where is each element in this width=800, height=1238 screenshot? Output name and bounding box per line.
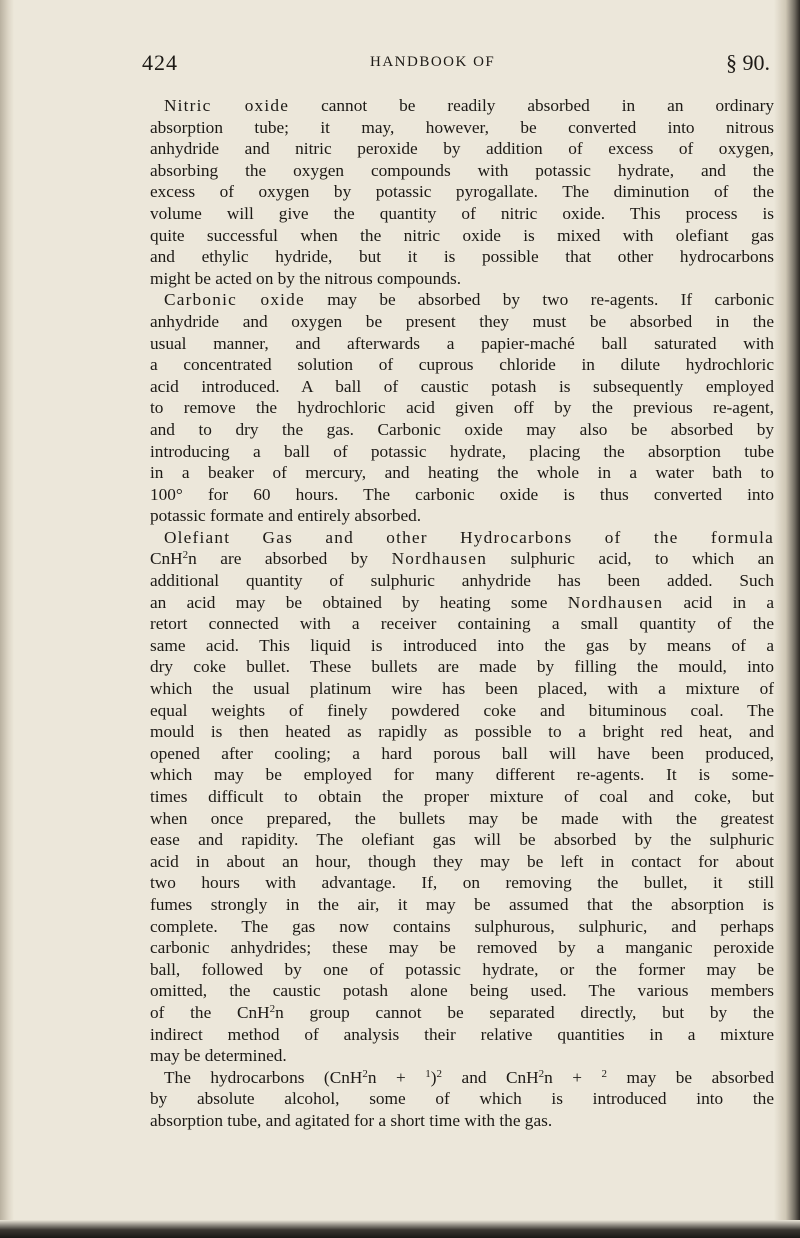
page-header	[142, 50, 778, 86]
text-run: Nordhausen	[567, 592, 664, 612]
text-line	[150, 268, 774, 290]
text-line	[150, 203, 774, 225]
superscript: 1	[425, 1067, 431, 1080]
text-run: may be determined.	[150, 1046, 287, 1066]
page-bottom-edge-shadow	[0, 1220, 800, 1238]
page-number: 424	[142, 50, 178, 75]
superscript: 2	[362, 1067, 368, 1080]
text-run: equal weights of finely powdered coke and bituminous coal. The	[150, 700, 774, 720]
text-line	[150, 1088, 774, 1110]
text-line	[150, 678, 774, 700]
text-run: Carbonic oxide	[164, 290, 305, 310]
text-run: acid in about an hour, though they may be left in contact for about	[150, 851, 774, 871]
text-line	[150, 289, 774, 311]
text-run: dry coke bullet. These bullets are made by filling the mould, into	[150, 657, 774, 677]
text-run: and CnH	[442, 1067, 539, 1087]
text-run: sulphuric acid, to which an	[487, 549, 774, 569]
text-line	[150, 181, 774, 203]
text-line	[150, 656, 774, 678]
text-run: same acid. This liquid is introduced into the gas by means of a	[150, 635, 774, 655]
text-run: might be acted on by the nitrous compounds.	[150, 268, 462, 288]
text-run: 100° for 60 hours. The carbonic oxide is thus converted into	[150, 484, 774, 504]
text-run: Olefiant Gas and other Hydrocarbons of the formula	[164, 527, 774, 547]
text-line	[150, 484, 774, 506]
text-run: to remove the hydrochloric acid given off by the previous re-agent,	[150, 398, 774, 418]
text-run: and to dry the gas. Carbonic oxide may also be absorbed by	[150, 419, 774, 439]
superscript: 2	[182, 549, 189, 562]
text-line	[150, 743, 774, 765]
text-line	[150, 570, 774, 592]
page-left-edge-shadow	[0, 0, 14, 1238]
text-run: absorbing the oxygen compounds with potassic hydrate, and the	[150, 160, 774, 180]
running-title: HANDBOOK OF	[370, 54, 496, 70]
text-line	[150, 333, 774, 355]
text-run: may be absorbed	[607, 1067, 774, 1087]
text-line	[150, 613, 774, 635]
text-line	[150, 1045, 774, 1067]
text-line	[150, 700, 774, 722]
text-run: fumes strongly in the air, it may be assumed that the absorption is	[150, 894, 774, 914]
superscript: 2	[436, 1067, 443, 1080]
superscript: 2	[538, 1067, 545, 1080]
text-run: anhydride and oxygen be present they must be absorbed in the	[150, 311, 774, 331]
text-run: CnH	[150, 549, 183, 569]
text-run: which may be employed for many different re-agents. It is some-	[150, 765, 774, 785]
text-run: omitted, the caustic potash alone being used. The various members	[150, 981, 774, 1001]
text-run: anhydride and nitric peroxide by addition of excess of oxygen,	[150, 139, 774, 159]
text-run: ball, followed by one of potassic hydrate, or the former may be	[150, 959, 774, 979]
text-line	[150, 872, 774, 894]
superscript: 2	[601, 1067, 608, 1080]
text-line	[150, 246, 774, 268]
text-line	[150, 160, 774, 182]
text-run: a concentrated solution of cuprous chloride in dilute hydrochloric	[150, 355, 774, 375]
section-number: § 90.	[726, 50, 770, 75]
text-run: mould is then heated as rapidly as possible to a bright red heat, and	[150, 722, 774, 742]
text-run: complete. The gas now contains sulphurous, sulphuric, and perhaps	[150, 916, 774, 936]
text-line	[150, 117, 774, 139]
text-line	[150, 397, 774, 419]
text-line	[150, 138, 774, 160]
text-run: of the CnH	[150, 1002, 270, 1022]
text-line	[150, 786, 774, 808]
text-run: in a beaker of mercury, and heating the whole in a water bath to	[150, 463, 774, 483]
text-line	[150, 980, 774, 1002]
text-line	[150, 225, 774, 247]
text-run: acid in a	[663, 592, 774, 612]
text-line	[150, 916, 774, 938]
text-run: n +	[367, 1067, 426, 1087]
text-run: cannot be readily absorbed in an ordinary	[289, 96, 774, 115]
text-line	[150, 95, 774, 117]
page-right-edge-shadow	[774, 0, 800, 1238]
text-line	[150, 311, 774, 333]
text-run: indirect method of analysis their relative quantities in a mixture	[150, 1024, 774, 1044]
text-run: ease and rapidity. The olefiant gas will be absorbed by the sulphuric	[150, 830, 774, 850]
text-run: absorption tube; it may, however, be converted into nitrous	[150, 117, 774, 137]
text-line	[150, 505, 774, 527]
text-run: absorption tube, and agitated for a short time with the gas.	[150, 1110, 553, 1130]
text-line	[150, 1024, 774, 1046]
text-run: Nordhausen	[391, 549, 488, 569]
text-run: which the usual platinum wire has been placed, with a mixture of	[150, 679, 774, 699]
text-run: )	[430, 1067, 437, 1087]
text-run: additional quantity of sulphuric anhydride has been added. Such	[150, 571, 774, 591]
text-run: potassic formate and entirely absorbed.	[150, 506, 422, 526]
text-line	[150, 808, 774, 830]
text-run: and ethylic hydride, but it is possible that other hydrocarbons	[150, 247, 774, 267]
text-run: retort connected with a receiver containing a small quantity of the	[150, 614, 774, 634]
text-line	[150, 851, 774, 873]
text-line	[150, 462, 774, 484]
text-run: usual manner, and afterwards a papier-maché ball saturated with	[150, 333, 774, 353]
text-line	[150, 937, 774, 959]
text-run: may be absorbed by two re-agents. If carbonic	[304, 290, 774, 310]
text-line	[150, 548, 774, 570]
text-line	[150, 376, 774, 398]
text-run: The hydrocarbons (CnH	[164, 1067, 363, 1087]
text-line	[150, 764, 774, 786]
text-line	[150, 592, 774, 614]
text-line	[150, 354, 774, 376]
text-line	[150, 959, 774, 981]
text-line	[150, 1110, 774, 1132]
text-run: excess of oxygen by potassic pyrogallate. The diminution of the	[150, 182, 774, 202]
text-line	[150, 894, 774, 916]
body-text	[150, 95, 774, 1132]
text-line	[150, 419, 774, 441]
text-run: by absolute alcohol, some of which is introduced into the	[150, 1089, 774, 1109]
text-run: times difficult to obtain the proper mixture of coal and coke, but	[150, 787, 774, 806]
text-run: acid introduced. A ball of caustic potash is subsequently employed	[150, 376, 774, 396]
text-run: Nitric oxide	[164, 96, 290, 115]
text-line	[150, 1067, 774, 1089]
text-run: opened after cooling; a hard porous ball will have been produced,	[150, 743, 774, 763]
text-run: an acid may be obtained by heating some	[150, 592, 568, 612]
text-run: n group cannot be separated directly, but by the	[275, 1002, 775, 1022]
text-line	[150, 829, 774, 851]
text-line	[150, 1002, 774, 1024]
text-line	[150, 441, 774, 463]
text-run: carbonic anhydrides; these may be removed by a manganic peroxide	[150, 938, 774, 958]
text-run: n are absorbed by	[188, 549, 392, 569]
text-run: n +	[544, 1067, 602, 1087]
text-run: introducing a ball of potassic hydrate, placing the absorption tube	[150, 441, 774, 461]
superscript: 2	[269, 1002, 276, 1015]
text-line	[150, 635, 774, 657]
text-line	[150, 527, 774, 549]
text-line	[150, 721, 774, 743]
text-run: quite successful when the nitric oxide is mixed with olefiant gas	[150, 225, 774, 245]
text-run: when once prepared, the bullets may be made with the greatest	[150, 808, 774, 828]
text-run: two hours with advantage. If, on removing the bullet, it still	[150, 873, 774, 893]
text-run: volume will give the quantity of nitric oxide. This process is	[150, 203, 774, 223]
